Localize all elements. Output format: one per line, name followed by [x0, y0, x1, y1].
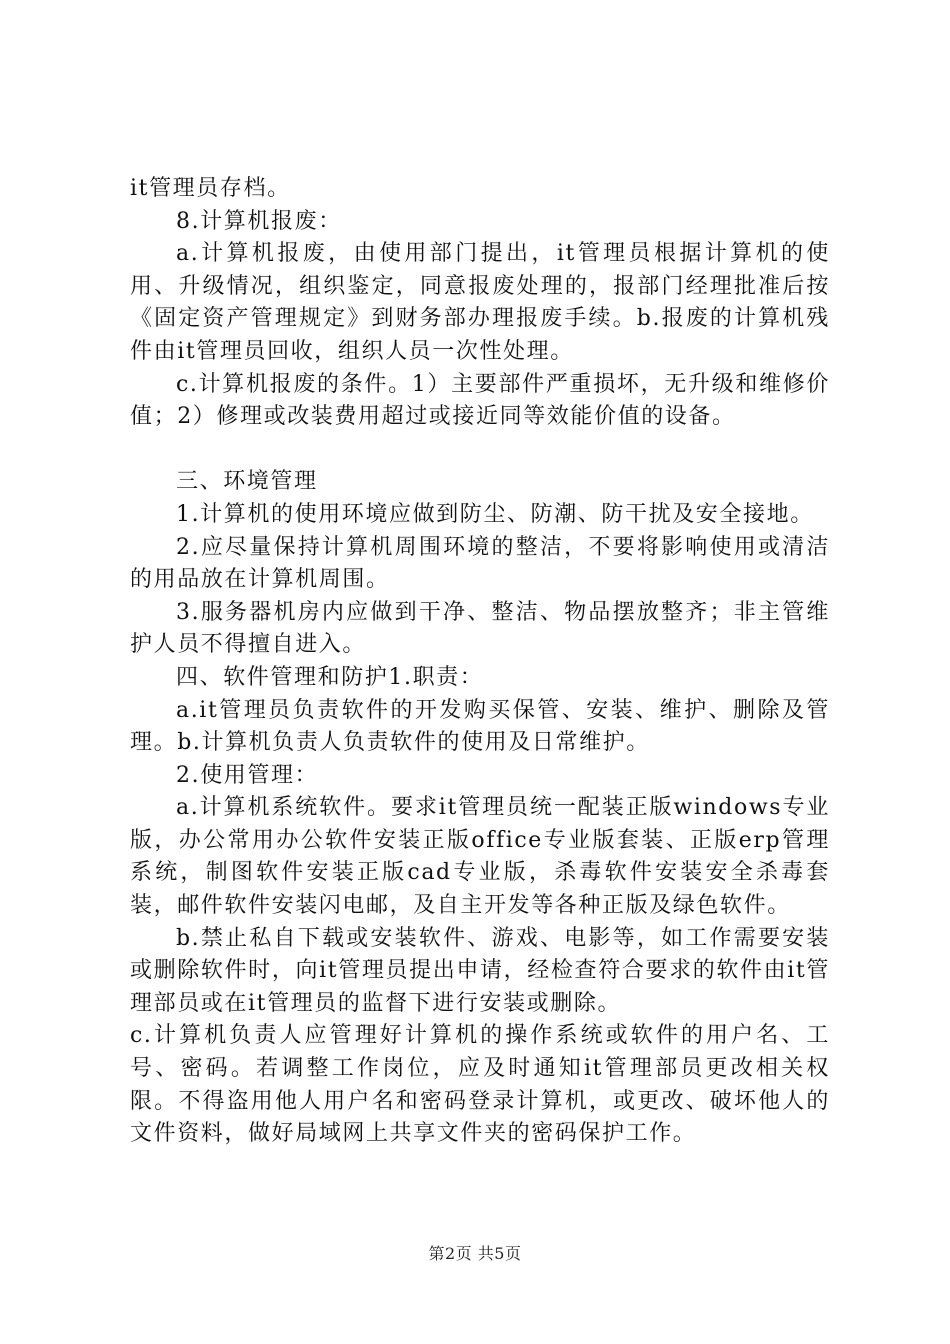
document-body [130, 173, 830, 1151]
paragraph: c.计算机负责人应管理好计算机的操作系统或软件的用户名、工号、密码。若调整工作岗位，应及时通知it管理部员更改相关权限。不得盗用他人用户名和密码登录计算机，或更改、破坏他人的文件资料，做好局域网上共享文件夹的密码保护工作。 [130, 1023, 830, 1147]
paragraph: a.计算机系统软件。要求it管理员统一配装正版windows专业版，办公常用办公软件安装正版office专业版套装、正版erp管理系统，制图软件安装正版cad专业版，杀毒软件安装安全杀毒套装，邮件软件安装闪电邮，及自主开发等各种正版及绿色软件。 [130, 795, 830, 919]
paragraph: it管理员存档。 [130, 176, 291, 201]
paragraph: 3.服务器机房内应做到干净、整洁、物品摆放整齐；非主管维护人员不得擅自进入。 [130, 599, 830, 658]
section-heading: 三、环境管理 [176, 469, 318, 495]
paragraph: a.it管理员负责软件的开发购买保管、安装、维护、删除及管理。b.计算机负责人负责软件的使用及日常维护。 [130, 697, 830, 756]
paragraph: a.计算机报废，由使用部门提出，it管理员根据计算机的使用、升级情况，组织鉴定，同意报废处理的，报部门经理批准后按《固定资产管理规定》到财务部办理报废手续。b.报废的计算机残件由it管理员回收，组织人员一次性处理。 [130, 241, 830, 364]
page-footer [0, 1241, 950, 1264]
paragraph: 2.应尽量保持计算机周围环境的整洁，不要将影响使用或清洁的用品放在计算机周围。 [130, 534, 830, 593]
paragraph: b.禁止私自下载或安装软件、游戏、电影等，如工作需要安装或删除软件时，向it管理员提出申请，经检查符合要求的软件由it管理部员或在it管理员的监督下进行安装或删除。 [130, 925, 830, 1016]
section-heading: 8.计算机报废： [176, 208, 342, 234]
blank-line [130, 434, 830, 467]
section-heading: 四、软件管理和防护1.职责： [176, 664, 484, 690]
section-heading: 2.使用管理： [176, 762, 319, 788]
paragraph: 1.计算机的使用环境应做到防尘、防潮、防干扰及安全接地。 [176, 501, 814, 527]
paragraph: c.计算机报废的条件。1）主要部件严重损坏，无升级和维修价值；2）修理或改装费用超过或接近同等效能价值的设备。 [130, 371, 830, 430]
page-number: 第2页 共5页 [428, 1244, 522, 1263]
